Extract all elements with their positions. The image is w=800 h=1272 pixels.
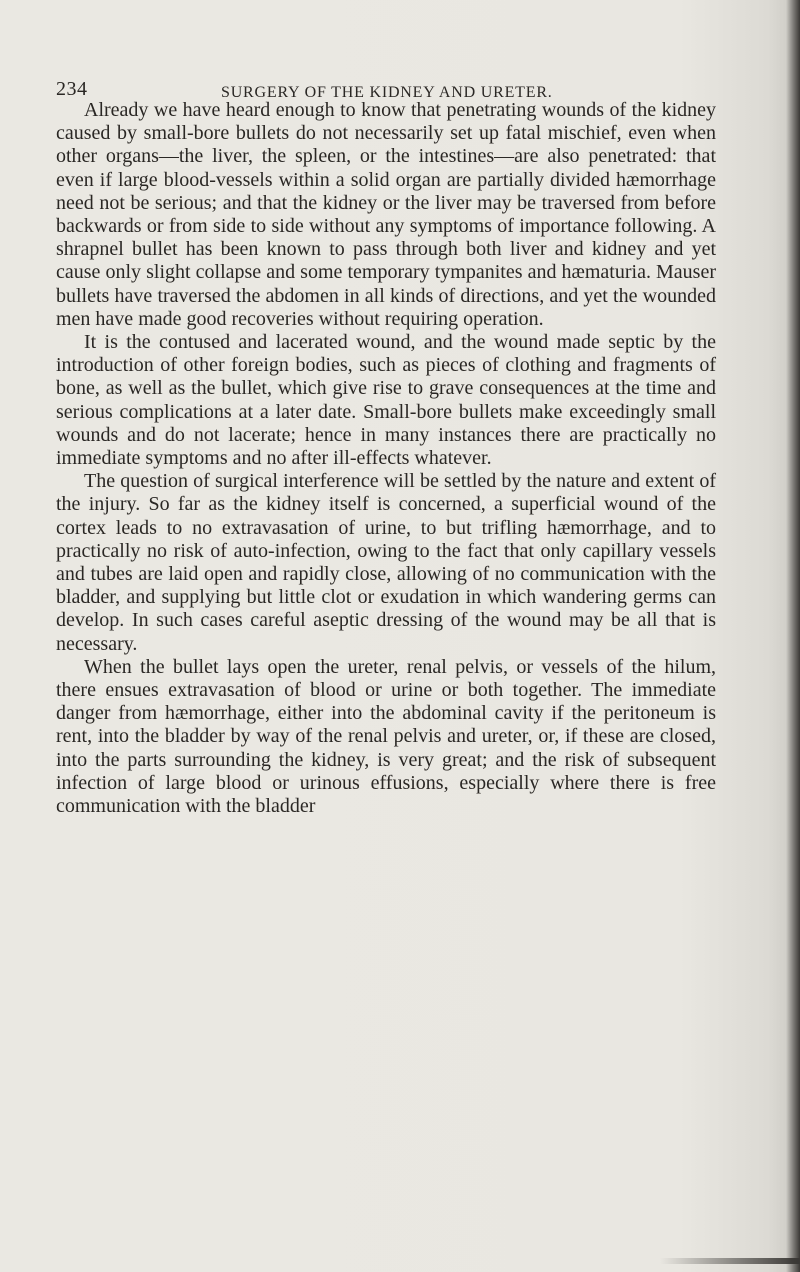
paragraph-3: The question of surgical interference will be settled by the nature and extent of the injury. So far as the kidney itself is concerned, a superficial wound of the cortex leads to no extravasation of urine, to but trifling hæmorrhage, and to practically no risk of auto-infection, owing to the fact that only capillary vessels and tubes are laid open and rapidly close, allowing of no communication with the bladder, and supplying but little clot or exudation in which wandering germs can develop. In such cases careful aseptic dressing of the wound may be all that is necessary. (56, 470, 716, 655)
paragraph-1: Already we have heard enough to know that penetrating wounds of the kidney caused by small-bore bullets do not necessarily set up fatal mischief, even when other organs—the liver, the spleen, or the intestines—are also penetrated: that even if large blood-vessels within a solid organ are partially divided hæmorrhage need not be serious; and that the kidney or the liver may be traversed from before backwards or from side to side without any symptoms of importance following. A shrapnel bullet has been known to pass through both liver and kidney and yet cause only slight collapse and some temporary tympanites and hæmaturia. Mauser bullets have traversed the abdomen in all kinds of directions, and yet the wounded men have made good recoveries without requiring operation. (56, 99, 716, 330)
page-number: 234 (56, 78, 88, 100)
body-text (56, 99, 716, 818)
running-title: SURGERY OF THE KIDNEY AND URETER. (221, 84, 553, 101)
paragraph-2: It is the contused and lacerated wound, and the wound made septic by the introduction of other foreign bodies, such as pieces of clothing and fragments of bone, as well as the bullet, which give rise to grave consequences at the time and serious complications at a later date. Small-bore bullets make exceedingly small wounds and do not lacerate; hence in many instances there are practically no immediate symptoms and no after ill-effects whatever. (56, 331, 716, 470)
paragraph-4: When the bullet lays open the ureter, renal pelvis, or vessels of the hilum, there ensues extravasation of blood or urine or both together. The immediate danger from hæmorrhage, either into the abdominal cavity if the peritoneum is rent, into the bladder by way of the renal pelvis and ureter, or, if these are closed, into the parts surrounding the kidney, is very great; and the risk of subsequent infection of large blood or urinous effusions, especially where there is free communication with the bladder (56, 655, 716, 818)
page-bottom-shadow (660, 1258, 800, 1264)
page-edge-shadow (786, 0, 800, 1272)
